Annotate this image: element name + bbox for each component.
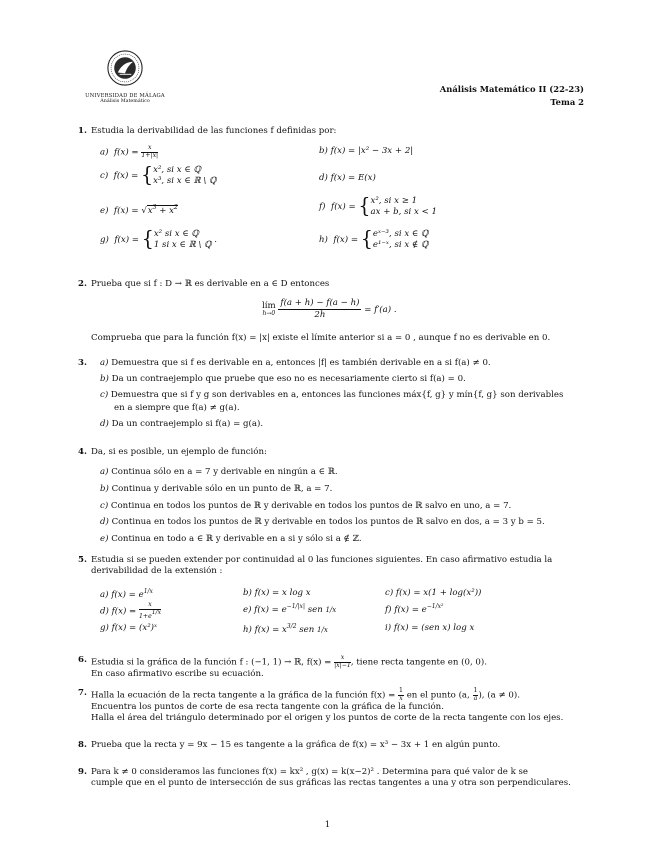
p1-item-a: a) f(x) = $\frac{x}{1+|x|}$ — [100, 144, 159, 159]
p4-item-e: e) Continua en todo a ∈ ℝ y derivable en a si y sólo si a ∉ ℤ. — [100, 534, 362, 544]
p4-item-c: c) Continua en todos los puntos de ℝ y derivable en todos los puntos de ℝ salvo en uno, a = 7. — [100, 501, 512, 511]
p1-item-d: d) f(x) = E(x) — [319, 173, 376, 183]
p3-item-a: a) Demuestra que si f es derivable en a, entonces |f| es también derivable en a si f(a) ≠ 0. — [100, 358, 491, 368]
p1-item-g: g) f(x) = { x² si x ∈ ℚ 1 si x ∈ ℝ \ ℚ . — [100, 227, 218, 252]
p1-item-b: b) f(x) = |x² − 3x + 2| — [319, 146, 414, 156]
p5-item-e: e) $f(x) = e^{-1/|x|}$ sen 1/x — [243, 603, 337, 615]
problem-8: 8. Prueba que la recta y = 9x − 15 es tangente a la gráfica de f(x) = x³ − 3x + 1 en algún punto. — [78, 740, 501, 750]
p4-item-d: d) Continua en todos los puntos de ℝ y derivable en todos los puntos de ℝ salvo en dos, a = 3 y b = 5. — [100, 517, 545, 527]
problem-number: 4. — [78, 447, 87, 457]
problem-number: 1. — [78, 126, 87, 136]
problem-2 — [78, 279, 590, 290]
problem-text: Prueba que si f : D → ℝ es derivable en a ∈ D entonces — [91, 279, 330, 289]
department-name: Análisis Matemático — [100, 99, 150, 105]
p5-item-g: g) f(x) = (x²)ˣ — [100, 623, 158, 633]
topic-title: Tema 2 — [550, 96, 584, 107]
problem-number: 9. — [78, 767, 87, 777]
p5-item-d: d) f(x) = $\frac{x}{1+e^{1/x}}$ — [100, 601, 162, 620]
problem-2-check: Comprueba que para la función f(x) = |x| existe el límite anterior si a = 0 , aunque f no es derivable en 0. — [91, 333, 551, 343]
p5-item-f: f) $f(x) = e^{-1/x^2}$ — [385, 603, 444, 615]
problem-text: Estudia la derivabilidad de las funciones f definidas por: — [91, 126, 337, 136]
problem-5: 5. Estudia si se pueden extender por continuidad al 0 las funciones siguientes. En caso afirmativo estudia la derivabilidad de la extensión : — [78, 555, 553, 576]
problem-number: 8. — [78, 740, 87, 750]
problem-number: 3. — [78, 358, 87, 368]
problem-1 — [78, 126, 590, 137]
problem-6: 6. Estudia si la gráfica de la función f : (−1, 1) → ℝ, f(x) = $\frac{x}{|x|-1}$ , tiene recta tangente en (0, 0). En caso afirmativo escribe su ecuación. — [78, 654, 487, 679]
p2-limit-formula: lím h→0 $\frac{f(a + h) - f(a - h)}{2h}$ = f′(a) . — [262, 298, 397, 321]
course-header — [440, 83, 584, 108]
p5-item-i: i) f(x) = (sen x) log x — [385, 623, 475, 633]
p1-item-f: f) f(x) = { x², si x ≥ 1 ax + b, si x < 1 — [319, 194, 437, 219]
page-number: 1 — [324, 820, 331, 830]
p1-item-e: e) $f(x) = √x^3 + x^2$ — [100, 204, 178, 216]
p3-item-c: c) Demuestra que si f y g son derivables en a, entonces las funciones máx{f, g} y mín{f, g} son derivables — [100, 390, 564, 400]
p4-item-b: b) Continua y derivable sólo en un punto de ℝ, a = 7. — [100, 484, 333, 494]
problem-number: 7. — [78, 688, 87, 698]
p4-item-a: a) Continua sólo en a = 7 y derivable en ningún a ∈ ℝ. — [100, 467, 338, 477]
p5-item-c: c) f(x) = x(1 + log(x²)) — [385, 588, 482, 598]
problem-number: 5. — [78, 555, 87, 565]
course-title: Análisis Matemático II (22-23) — [439, 84, 584, 94]
p5-item-b: b) f(x) = x log x — [243, 588, 311, 598]
p1-item-c: c) f(x) = { x², si x ∈ ℚ x³, si x ∈ ℝ \ ℚ — [100, 163, 217, 188]
problem-4 — [78, 447, 590, 458]
university-seal-icon — [107, 50, 143, 86]
problem-number: 2. — [78, 279, 87, 289]
problem-number: 6. — [78, 655, 87, 665]
problem-text: Da, si es posible, un ejemplo de función: — [91, 447, 267, 457]
problem-7: 7. Halla la ecuación de la recta tangente a la gráfica de la función f(x) = $\frac{1}{x}$ en el punto (a, $\frac{1}{a}$ ), (a ≠ 0). Encuentra los puntos de corte de esa recta tangente con la gráfica de la función. Halla el área del triángulo determinado por el origen y los puntos de corte de la recta tangente con los ejes. — [78, 687, 564, 723]
p5-item-h: h) $f(x) = x^{3/2}$ sen 1/x — [243, 623, 328, 635]
university-name: UNIVERSIDAD DE MÁLAGA — [85, 92, 165, 99]
p1-item-h: h) f(x) = { eˣ⁻³, si x ∈ ℚ e¹⁻ˣ, si x ∉ ℚ — [319, 227, 429, 252]
p3-item-c-cont: en a siempre que f(a) ≠ g(a). — [114, 403, 240, 413]
university-logo-block — [82, 50, 168, 105]
p3-item-d: d) Da un contraejemplo si f(a) = g(a). — [100, 419, 264, 429]
problem-9: 9. Para k ≠ 0 consideramos las funciones f(x) = kx² , g(x) = k(x−2)² . Determina para qué valor de k se cumple que en el punto de intersección de sus gráficas las rectas tangentes a una y otra son perpendiculares. — [78, 767, 571, 788]
p3-item-b: b) Da un contraejemplo que pruebe que eso no es necesariamente cierto si f(a) = 0. — [100, 374, 466, 384]
p5-item-a: a) $f(x) = e^{1/x}$ — [100, 588, 153, 600]
